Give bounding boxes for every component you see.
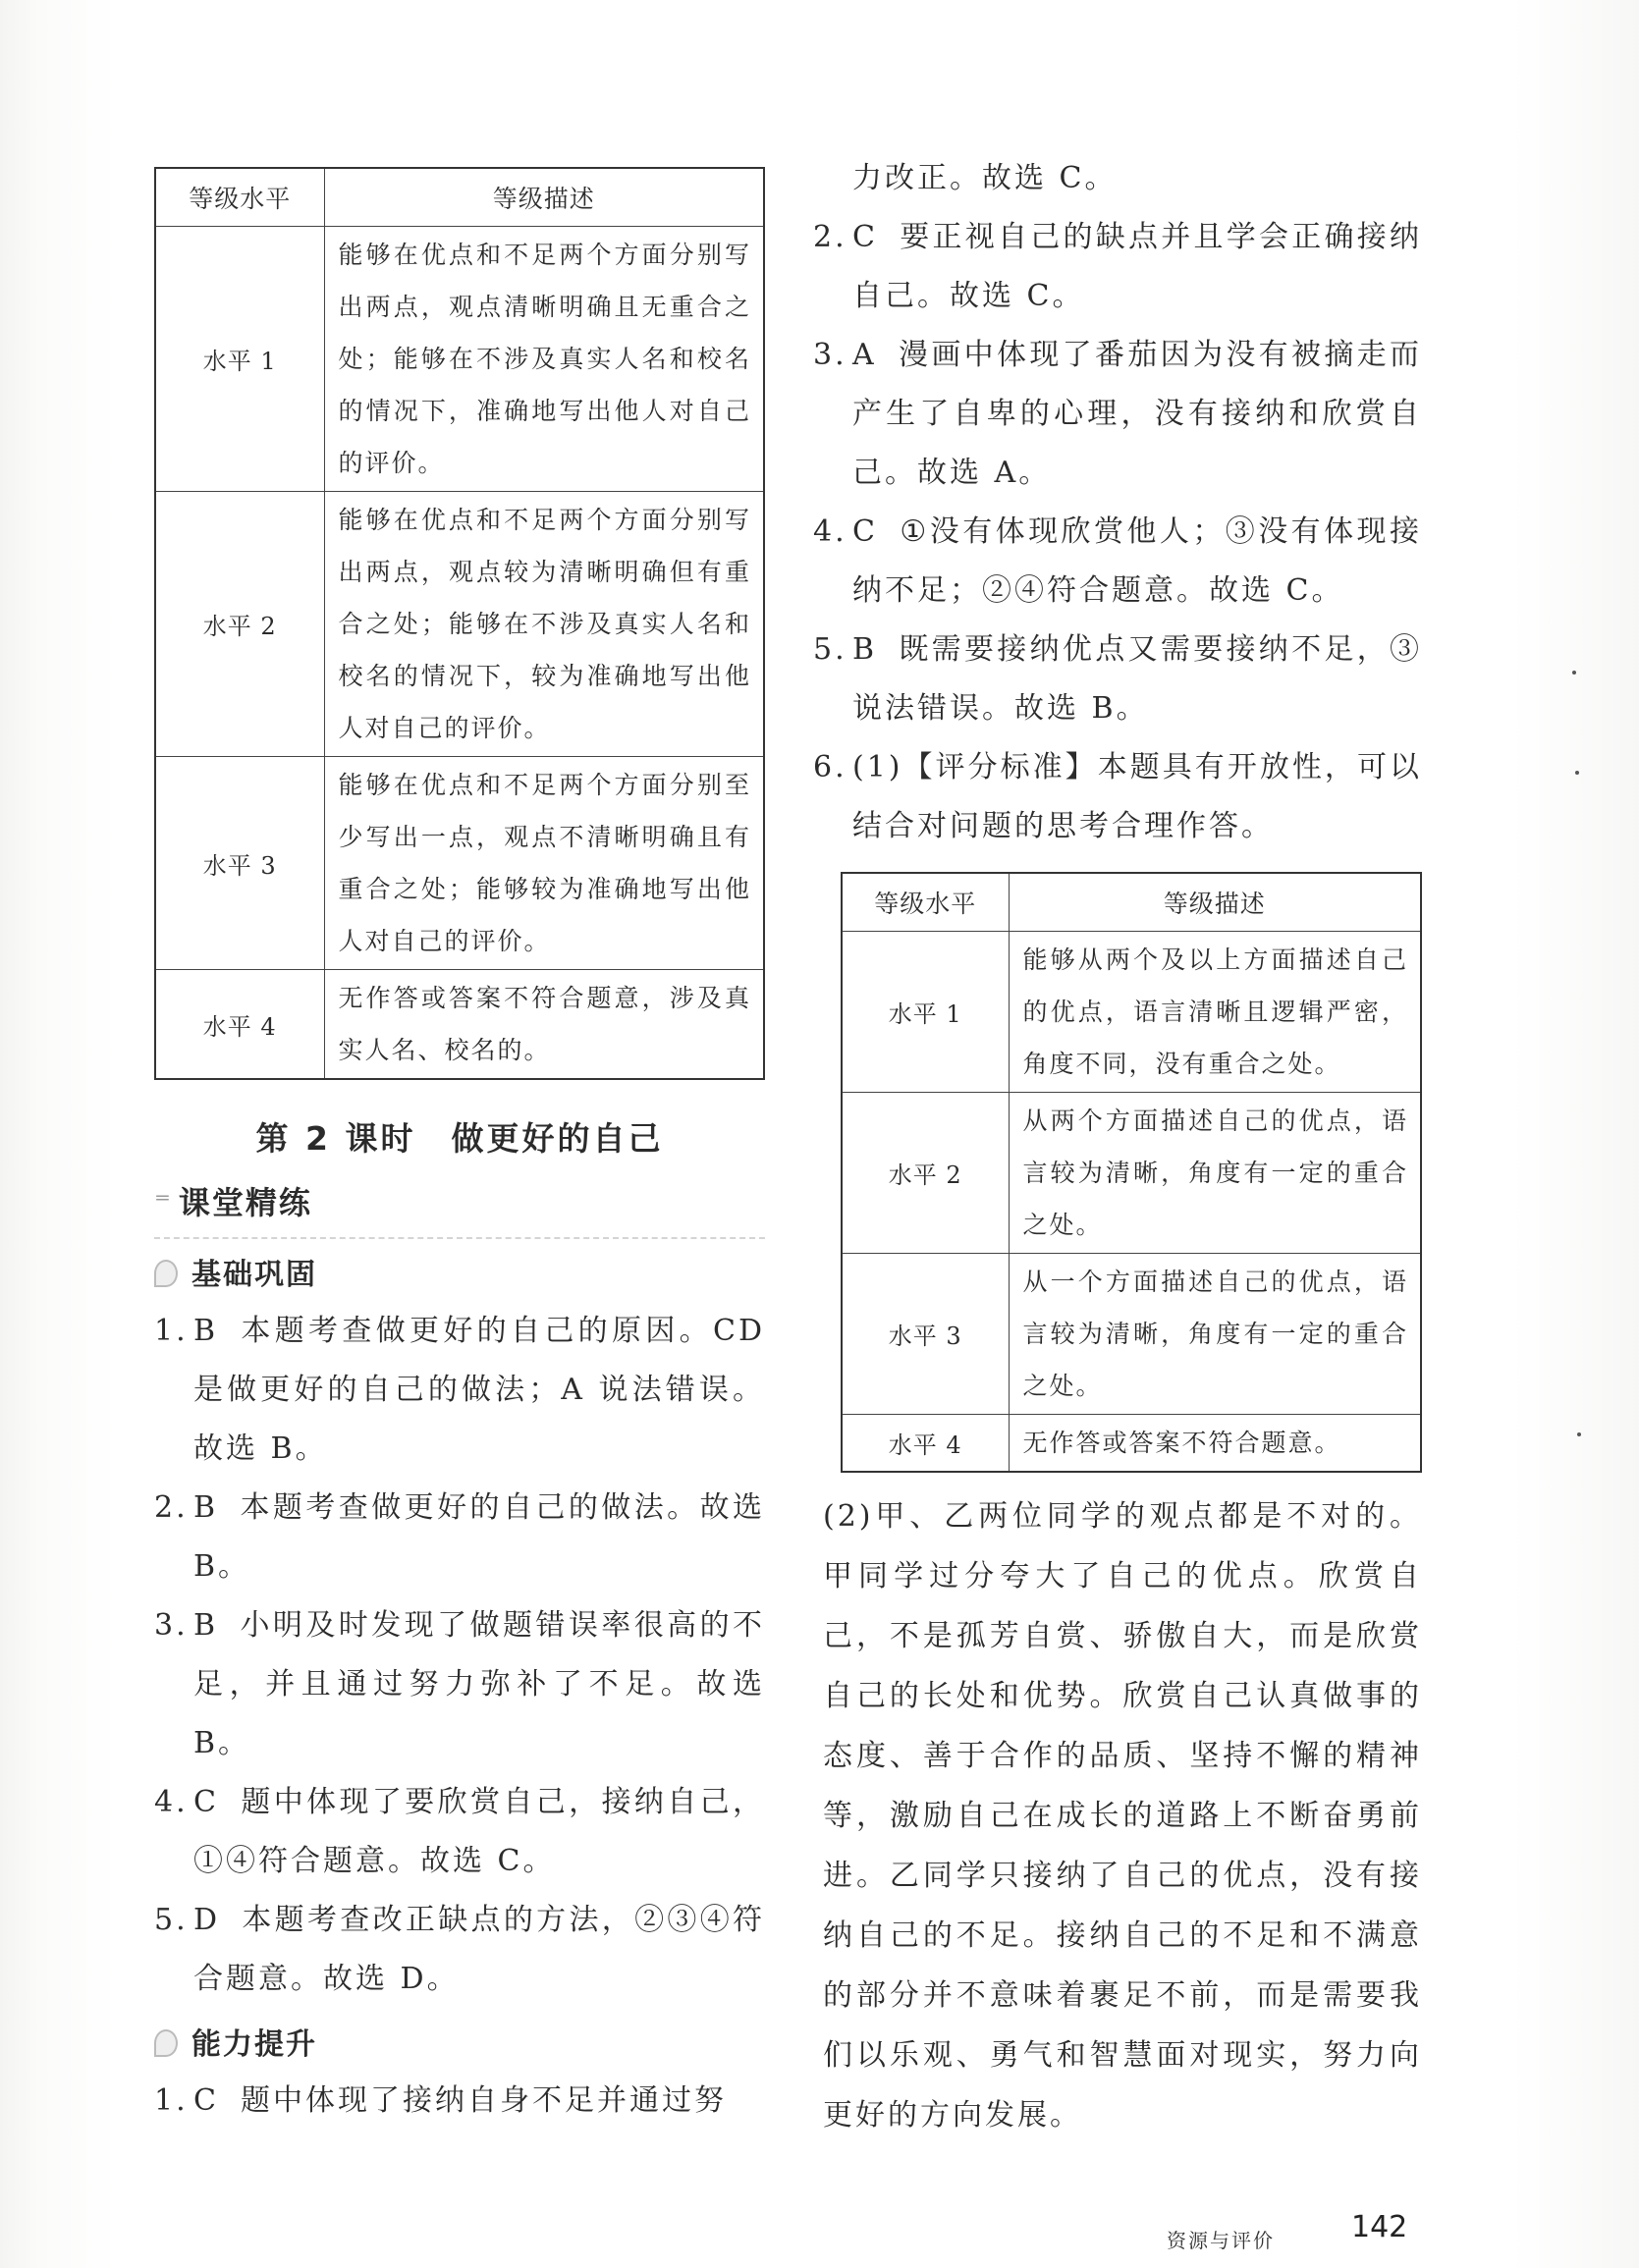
item-answer: C: [852, 514, 878, 549]
item-number: 4.: [813, 514, 847, 549]
item-answer: B: [193, 1314, 219, 1348]
subsection-ability: [154, 2019, 765, 2072]
item-number: 5.: [154, 1903, 189, 1937]
table-row: [155, 970, 764, 1080]
desc-cell: 能够从两个及以上方面描述自己的优点，语言清晰且逻辑严密，角度不同，没有重合之处。: [1009, 932, 1421, 1093]
subsection-basic: [154, 1249, 765, 1302]
item-answer: B: [852, 632, 878, 667]
desc-cell: 无作答或答案不符合题意，涉及真实人名、校名的。: [324, 970, 764, 1080]
table-header-desc: 等级描述: [324, 168, 764, 227]
item-number: 1.: [154, 2083, 189, 2118]
left-column: [154, 167, 765, 2131]
item-explanation: (1)【评分标准】本题具有开放性，可以结合对问题的思考合理作答。: [852, 750, 1422, 843]
page-number: 142: [1351, 2210, 1408, 2244]
table-row: [155, 492, 764, 757]
level-cell: 水平 2: [155, 492, 324, 757]
grading-table-1: [154, 167, 765, 1080]
level-cell: 水平 1: [155, 227, 324, 492]
item-explanation: 小明及时发现了做题错误率很高的不足，并且通过努力弥补了不足。故选 B。: [193, 1608, 765, 1760]
item-number: 6.: [813, 750, 847, 784]
item-answer: A: [852, 338, 877, 372]
item-answer: C: [193, 2083, 219, 2118]
level-cell: 水平 1: [842, 932, 1009, 1093]
item-explanation: ①没有体现欣赏他人；③没有体现接纳不足；②④符合题意。故选 C。: [852, 514, 1422, 608]
table-header-level: 等级水平: [155, 168, 324, 227]
answer-item: [813, 208, 1422, 326]
scan-speck: [1577, 1432, 1581, 1436]
table-header-row: [155, 168, 764, 227]
answer-continuation: [813, 149, 1422, 208]
answer-item: [813, 738, 1422, 856]
item-answer: C: [852, 220, 878, 254]
answer-item: [154, 1596, 765, 1773]
item-number: 3.: [154, 1608, 189, 1643]
lesson-title: [154, 1113, 765, 1164]
lesson-name: 做更好的自己: [451, 1119, 664, 1158]
table-header-desc: 等级描述: [1009, 873, 1421, 932]
answer-item: [154, 1479, 765, 1596]
table-header-row: [842, 873, 1421, 932]
section-title: [154, 1178, 765, 1239]
table-row: [842, 932, 1421, 1093]
item-explanation: 要正视自己的缺点并且学会正确接纳自己。故选 C。: [852, 220, 1422, 313]
subsection-basic-title: 基础巩固: [191, 1258, 317, 1292]
table-row: [155, 227, 764, 492]
section-marker-icon: ⁼: [154, 1184, 173, 1221]
answer-item: [154, 1773, 765, 1891]
item-explanation: 漫画中体现了番茄因为没有被摘走而产生了自卑的心理，没有接纳和欣赏自己。故选 A。: [852, 338, 1422, 490]
subsection-ability-title: 能力提升: [191, 2027, 317, 2062]
desc-cell: 无作答或答案不符合题意。: [1009, 1415, 1421, 1473]
desc-cell: 能够在优点和不足两个方面分别写出两点，观点较为清晰明确但有重合之处；能够在不涉及真实人名和校名的情况下，较为准确地写出他人对自己的评价。: [324, 492, 764, 757]
item-number: 2.: [154, 1490, 189, 1525]
answer-item: [154, 2072, 765, 2131]
item-number: 2.: [813, 220, 847, 254]
answer-item: [813, 621, 1422, 738]
item-explanation: 既需要接纳优点又需要接纳不足，③说法错误。故选 B。: [852, 632, 1422, 726]
item-number: 1.: [154, 1314, 189, 1348]
answer-item: [813, 326, 1422, 503]
level-cell: 水平 4: [842, 1415, 1009, 1473]
lesson-number: 第 2 课时: [255, 1119, 416, 1158]
table-row: [842, 1415, 1421, 1473]
item-number: 5.: [813, 632, 847, 667]
item-answer: B: [193, 1608, 219, 1643]
answer-item: [154, 1891, 765, 2009]
item-explanation: 本题考查改正缺点的方法，②③④符合题意。故选 D。: [193, 1903, 765, 1996]
scan-speck: [1572, 671, 1576, 675]
level-cell: 水平 3: [842, 1254, 1009, 1415]
item-number: 4.: [154, 1785, 189, 1819]
part2-answer: (2)甲、乙两位同学的观点都是不对的。甲同学过分夸大了自己的优点。欣赏自己，不是孤芳自赏、骄傲自大，而是欣赏自己的长处和优势。欣赏自己认真做事的态度、善于合作的品质、坚持不懈的精神等，激励自己在成长的道路上不断奋勇前进。乙同学只接纳了自己的优点，没有接纳自己的不足。接纳自己的不足和不满意的部分并不意味着裹足不前，而是需要我们以乐观、勇气和智慧面对现实，努力向更好的方向发展。: [823, 1499, 1422, 2133]
item-explanation: 题中体现了接纳自身不足并通过努: [240, 2083, 727, 2118]
continuation-text: 力改正。故选 C。: [852, 161, 1118, 195]
desc-cell: 从一个方面描述自己的优点，语言较为清晰，角度有一定的重合之处。: [1009, 1254, 1421, 1415]
item-explanation: 本题考查做更好的自己的原因。CD是做更好的自己的做法；A 说法错误。故选 B。: [193, 1314, 765, 1466]
desc-cell: 能够在优点和不足两个方面分别写出两点，观点清晰明确且无重合之处；能够在不涉及真实人名和校名的情况下，准确地写出他人对自己的评价。: [324, 227, 764, 492]
item-answer: B: [193, 1490, 219, 1525]
grading-table-2: [841, 872, 1422, 1473]
item-explanation: 题中体现了要欣赏自己，接纳自己，①④符合题意。故选 C。: [193, 1785, 765, 1878]
table-row: [842, 1254, 1421, 1415]
answer-item: [154, 1302, 765, 1479]
level-cell: 水平 2: [842, 1093, 1009, 1254]
table-row: [842, 1093, 1421, 1254]
answer-item: [813, 503, 1422, 621]
right-column: [813, 161, 1422, 2145]
section-title-text: 课堂精练: [178, 1184, 312, 1221]
desc-cell: 从两个方面描述自己的优点，语言较为清晰，角度有一定的重合之处。: [1009, 1093, 1421, 1254]
scan-speck: [1575, 771, 1579, 775]
table-header-level: 等级水平: [842, 873, 1009, 932]
table-row: [155, 757, 764, 970]
item-answer: C: [193, 1785, 219, 1819]
item-number: 3.: [813, 338, 847, 372]
desc-cell: 能够在优点和不足两个方面分别至少写出一点，观点不清晰明确且有重合之处；能够较为准确地写出他人对自己的评价。: [324, 757, 764, 970]
item-explanation: 本题考查做更好的自己的做法。故选 B。: [193, 1490, 765, 1584]
footer-label: 资源与评价: [1167, 2229, 1275, 2252]
level-cell: 水平 3: [155, 757, 324, 970]
leaf-icon: [154, 1260, 178, 1287]
leaf-icon: [154, 2029, 178, 2057]
item-answer: D: [193, 1903, 221, 1937]
level-cell: 水平 4: [155, 970, 324, 1080]
